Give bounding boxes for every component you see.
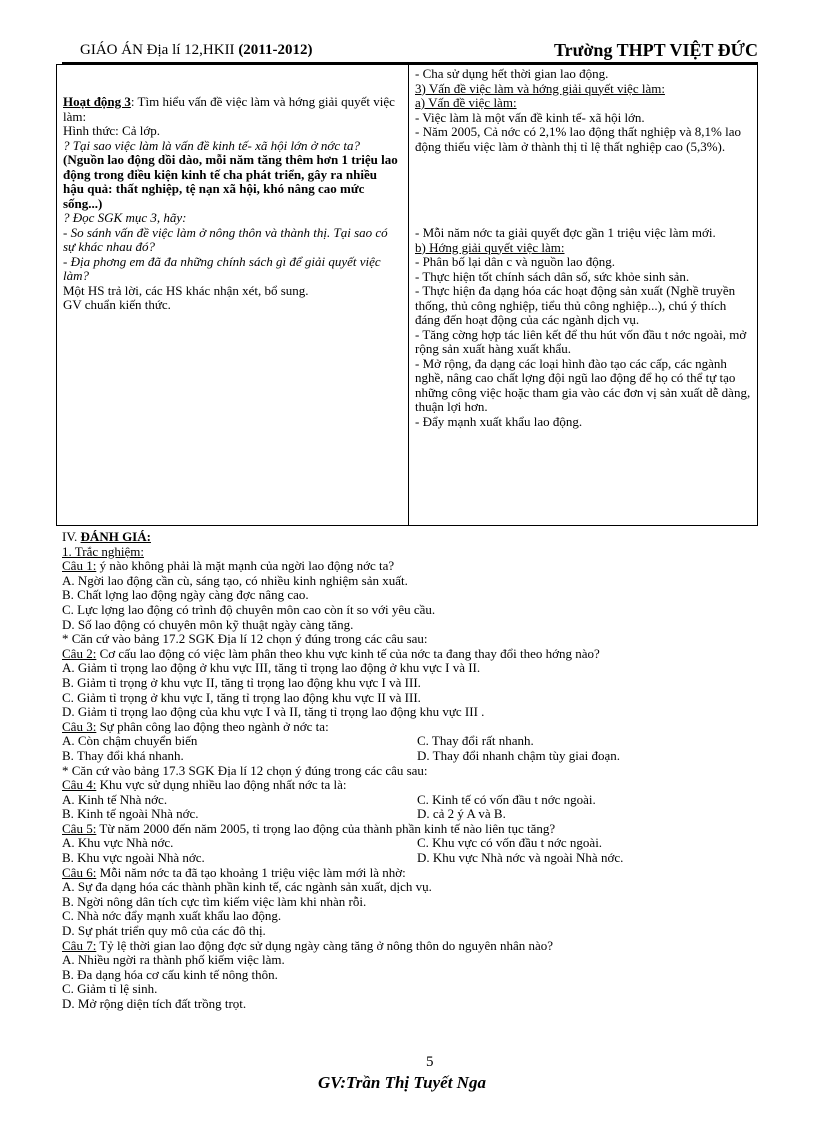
option-row xyxy=(62,807,762,822)
assessment-title: ĐÁNH GIÁ: xyxy=(80,529,151,544)
option: C. Giảm tỉ trọng ở khu vực I, tăng tỉ trọng lao động khu vực II và III. xyxy=(62,689,421,705)
question-label: Câu 5: xyxy=(62,820,97,836)
instruction-note: * Căn cứ vào bảng 17.2 SGK Địa lí 12 chọn ý đúng trong các câu sau: xyxy=(62,631,428,647)
question-3-stem xyxy=(62,720,762,735)
option: B. Ngời nông dân tích cực tìm kiếm việc làm khi nhàn rỗi. xyxy=(62,893,367,909)
question-2: ? Đọc SGK mục 3, hãy: xyxy=(63,210,187,225)
option: B. Khu vực ngoài Nhà nớc. xyxy=(62,850,205,866)
content-a1: - Việc làm là một vấn đề kinh tế- xã hội lớn. xyxy=(415,109,645,125)
header-title: GIÁO ÁN Địa lí 12,HKII xyxy=(80,42,235,58)
question-text: Sự phân công lao động theo ngành ở nớc ta: xyxy=(99,718,329,734)
header-year: (2011-2012) xyxy=(238,42,313,58)
option: D. Giảm tỉ trọng lao động của khu vực I và II, tăng tỉ trọng lao động khu vực III . xyxy=(62,704,485,720)
question-2-stem xyxy=(62,647,762,662)
content-line-0: - Cha sử dụng hết thời gian lao động. xyxy=(415,66,609,81)
question-text: ý nào không phải là mặt mạnh của ngời lao động nớc ta? xyxy=(99,558,395,574)
content-b2: - Thực hiện tốt chính sách dân số, sức khỏe sinh sản. xyxy=(415,268,690,284)
question-1-stem xyxy=(62,559,762,574)
multiple-choice-heading: 1. Trắc nghiệm: xyxy=(62,543,144,559)
option: A. Kinh tế Nhà nớc. xyxy=(62,791,168,807)
option: D. Mở rộng diện tích đất trồng trọt. xyxy=(62,996,247,1011)
option-row xyxy=(62,836,762,851)
option: B. Kinh tế ngoài Nhà nớc. xyxy=(62,806,199,822)
subsection-b-heading: b) Hớng giải quyết việc làm: xyxy=(415,239,565,255)
assessment-section xyxy=(62,530,762,1012)
content-b3: - Thực hiện đa dạng hóa các hoạt động sản xuất (Nghề truyền thống, thủ công nghiệp, tiểu thủ công nghiệp...), chú ý thích đáng đến hoạt động của các ngành dịch vụ. xyxy=(415,283,736,327)
question-7-stem xyxy=(62,939,762,954)
page-header xyxy=(62,40,758,64)
activity-description: : Tìm hiểu vấn đề việc làm và hớng giải quyết việc làm: xyxy=(63,94,395,124)
option-row xyxy=(62,749,762,764)
option: D. Sự phát triển quy mô của các đô thị. xyxy=(62,923,266,939)
question-label: Câu 1: xyxy=(62,558,97,574)
instruction-note: * Căn cứ vào bảng 17.3 SGK Địa lí 12 chọn ý đúng trong các câu sau: xyxy=(62,762,428,778)
question-6-stem xyxy=(62,866,762,881)
option: A. Nhiều ngời ra thành phố kiếm việc làm. xyxy=(62,952,285,968)
teacher-line: GV chuẩn kiến thức. xyxy=(63,297,171,312)
question-text: Khu vực sử dụng nhiều lao động nhất nớc ta là: xyxy=(99,777,347,793)
question-text: Từ năm 2000 đến năm 2005, tỉ trọng lao động của thành phần kinh tế nào liên tục tăng? xyxy=(99,820,556,836)
option: A. Ngời lao động cần cù, sáng tạo, có nhiều kinh nghiệm sản xuất. xyxy=(62,572,408,588)
question-1: ? Tại sao việc làm là vấn đề kinh tế- xã hội lớn ở nớc ta? xyxy=(63,137,361,153)
option-row xyxy=(62,851,762,866)
option: A. Khu vực Nhà nớc. xyxy=(62,835,174,851)
content-a2: - Năm 2005, Cả nớc có 2,1% lao động thất nghiệp và 8,1% lao động thiếu việc làm ở thành thị tỉ lệ thất nghiệp cao (5,3%). xyxy=(415,124,742,154)
section-3-heading: 3) Vấn đề việc làm và hớng giải quyết việc làm: xyxy=(415,80,665,96)
question-label: Câu 6: xyxy=(62,864,97,880)
content-b4: - Tăng cờng hợp tác liên kết để thu hút vốn đầu t nớc ngoài, mở rộng sản xuất hàng xuất khẩu. xyxy=(415,326,747,356)
activity-heading xyxy=(63,95,401,124)
teacher-signature: GV:Trần Thị Tuyết Nga xyxy=(318,1073,486,1092)
header-title-group xyxy=(80,42,312,59)
activity-form: Hình thức: Cả lớp. xyxy=(63,123,160,138)
subsection-a-heading: a) Vấn đề việc làm: xyxy=(415,95,517,110)
option: A. Sự đa dạng hóa các thành phần kinh tế, các ngành sản xuất, dịch vụ. xyxy=(62,879,432,895)
content-b6: - Đẩy mạnh xuất khẩu lao động. xyxy=(415,413,583,429)
option: C. Lực lợng lao động có trình độ chuyên môn cao còn ít so với yêu cầu. xyxy=(62,601,436,617)
option: D. cả 2 ý A và B. xyxy=(417,806,506,822)
option: A. Giảm tỉ trọng lao động ở khu vực III, tăng tỉ trọng lao động ở khu vực I và II. xyxy=(62,660,481,676)
option: D. Khu vực Nhà nớc và ngoài Nhà nớc. xyxy=(417,850,624,866)
response-line: Một HS trả lời, các HS khác nhận xét, bổ sung. xyxy=(63,282,309,298)
question-text: Mỗi năm nớc ta đã tạo khoảng 1 triệu việc làm mới là nhờ: xyxy=(99,864,406,880)
question-label: Câu 3: xyxy=(62,718,97,734)
question-label: Câu 4: xyxy=(62,777,97,793)
question-label: Câu 2: xyxy=(62,645,97,661)
option: D. Thay đổi nhanh chậm tùy giai đoạn. xyxy=(417,747,621,763)
lesson-table xyxy=(56,64,758,526)
assessment-prefix: IV. xyxy=(62,529,78,544)
question-text: Cơ cấu lao động có việc làm phân theo khu vực kinh tế của nớc ta đang thay đổi theo hớng nào? xyxy=(99,645,600,661)
teacher-student-activity-column xyxy=(63,95,401,313)
option: C. Khu vực có vốn đầu t nớc ngoài. xyxy=(417,835,603,851)
option: C. Thay đổi rất nhanh. xyxy=(417,733,534,749)
option: C. Nhà nớc đẩy mạnh xuất khẩu lao động. xyxy=(62,908,282,924)
content-column xyxy=(415,67,753,429)
question-5-stem xyxy=(62,822,762,837)
column-divider xyxy=(408,65,409,525)
answer-1: (Nguồn lao động dồi dào, mỗi năm tăng thêm hơn 1 triệu lao động trong điều kiện kinh tế cha phát triển, gây ra nhiều hậu quả: thất nghiệp, tệ nạn xã hội, khó nâng cao mức sống...) xyxy=(63,152,398,211)
page-number: 5 xyxy=(426,1054,434,1070)
option: B. Chất lợng lao động ngày càng đợc nâng cao. xyxy=(62,587,309,603)
content-b5: - Mở rộng, đa dạng các loại hình đào tạo các cấp, các ngành nghề, nâng cao chất lợng đội ngũ lao động để họ có thể tự tạo những công việc hoặc tham gia vào các đơn vị sản xuất dễ dàng, thuận lợi hơn. xyxy=(415,355,751,414)
option-row xyxy=(62,734,762,749)
spacer xyxy=(415,154,753,226)
question-label: Câu 7: xyxy=(62,937,97,953)
option: C. Giảm tỉ lệ sinh. xyxy=(62,981,158,997)
content-b1: - Phân bố lại dân c và nguồn lao động. xyxy=(415,254,616,269)
option: C. Kinh tế có vốn đầu t nớc ngoài. xyxy=(417,791,596,807)
option-row xyxy=(62,793,762,808)
content-a3: - Mỗi năm nớc ta giải quyết đợc gần 1 triệu việc làm mới. xyxy=(415,225,716,240)
header-school: Trường THPT VIỆT ĐỨC xyxy=(554,40,758,60)
option: B. Đa dạng hóa cơ cấu kinh tế nông thôn. xyxy=(62,966,278,982)
task-1: - So sánh vấn đề việc làm ở nông thôn và thành thị. Tại sao có sự khác nhau đó? xyxy=(63,224,388,254)
activity-label: Hoạt động 3 xyxy=(63,94,131,109)
option: D. Số lao động có chuyên môn kỹ thuật ngày càng tăng. xyxy=(62,616,354,632)
question-4-stem xyxy=(62,778,762,793)
question-text: Tỷ lệ thời gian lao động đợc sử dụng ngày càng tăng ở nông thôn do nguyên nhân nào? xyxy=(99,937,554,953)
task-2: - Địa phơng em đã đa những chính sách gì để giải quyết việc làm? xyxy=(63,253,381,283)
option: B. Giảm tỉ trọng ở khu vực II, tăng tỉ trọng lao động khu vực I và III. xyxy=(62,674,421,690)
option: B. Thay đổi khá nhanh. xyxy=(62,747,184,763)
option: A. Còn chậm chuyển biến xyxy=(62,733,198,749)
assessment-heading xyxy=(62,530,762,545)
